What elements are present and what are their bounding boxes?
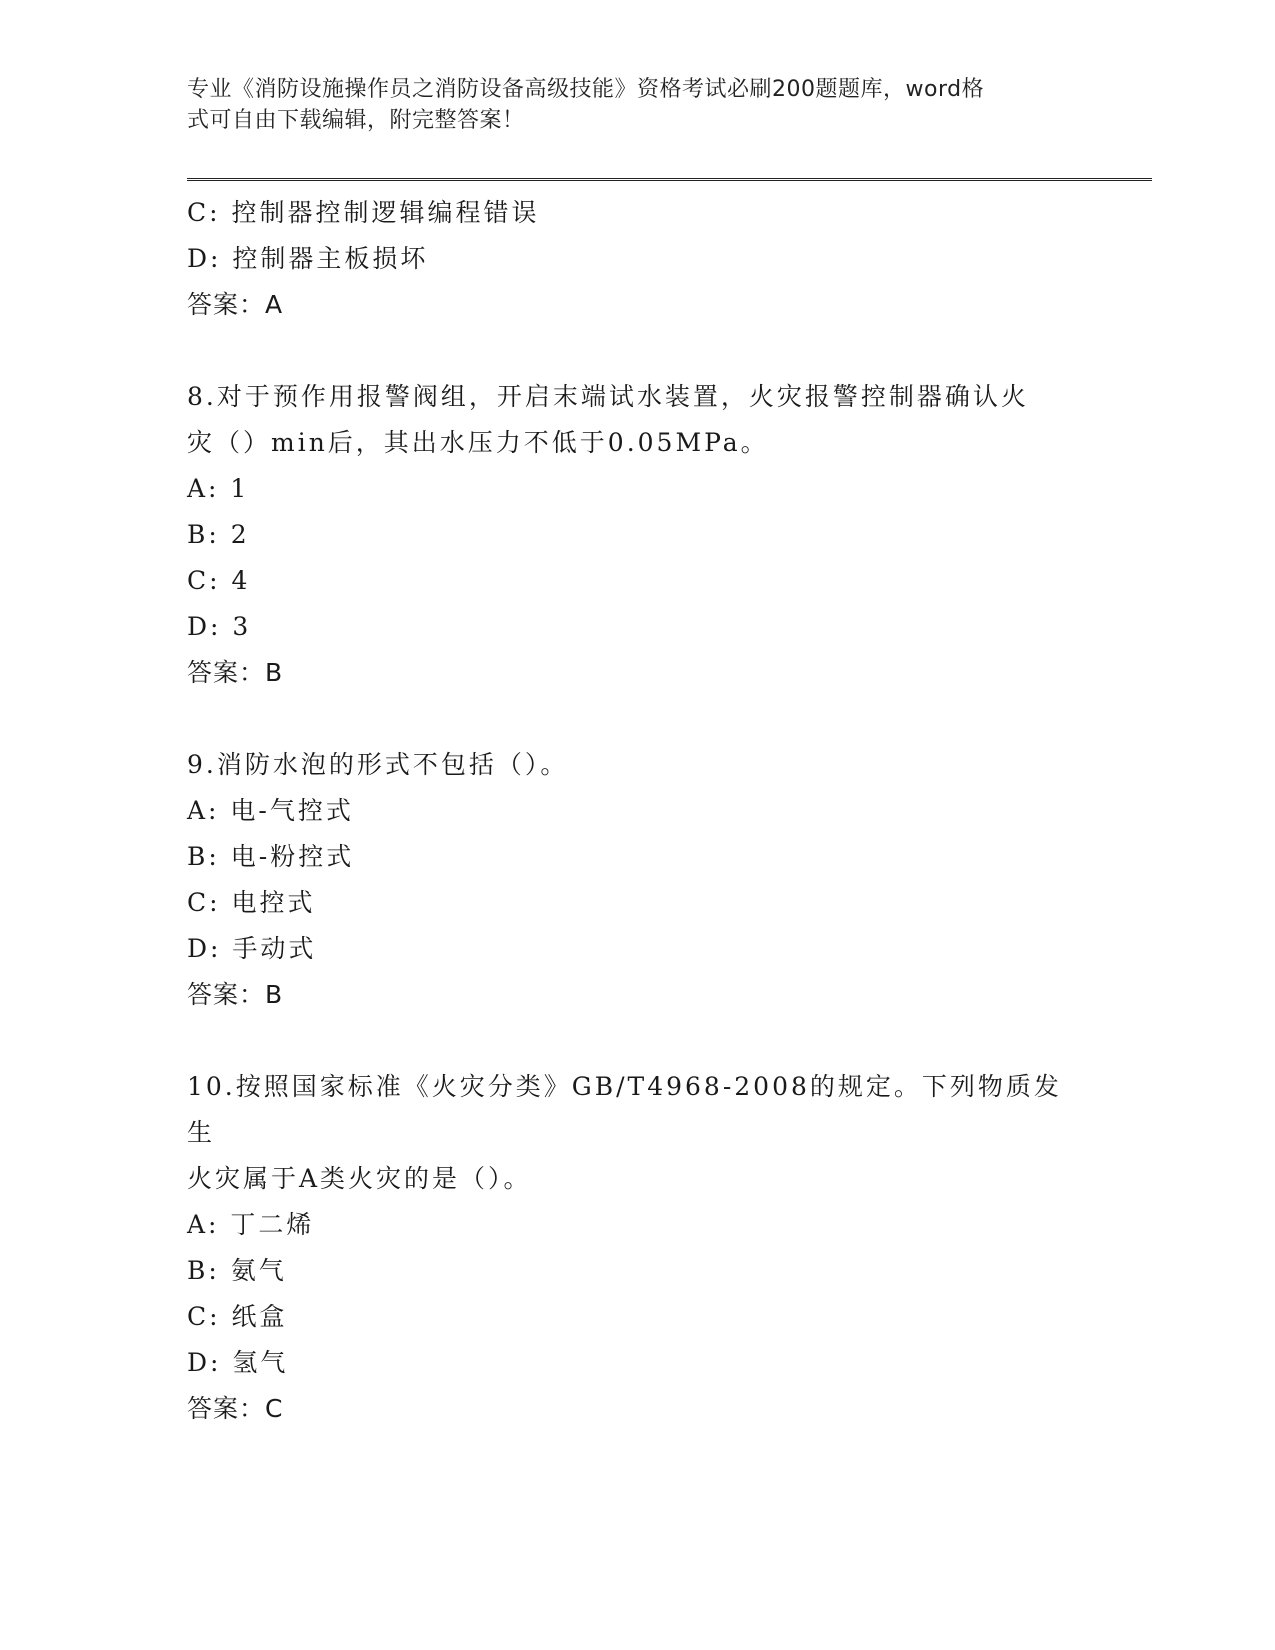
option-d: D: 氢气 (187, 1348, 289, 1377)
option-c: C: 控制器控制逻辑编程错误 (187, 198, 540, 227)
question-stem: 10.按照国家标准《火灾分类》GB/T4968-2008的规定。下列物质发生 (187, 1072, 1062, 1147)
page-header (187, 74, 1067, 136)
option-d: D: 3 (187, 612, 252, 641)
answer: 答案：B (187, 658, 284, 687)
option-c: C: 4 (187, 566, 251, 595)
header-line-2: 式可自由下载编辑，附完整答案！ (187, 108, 525, 133)
header-divider (187, 178, 1152, 181)
question-stem: 火灾属于A类火灾的是（）。 (187, 1164, 532, 1193)
option-a: A: 1 (187, 474, 250, 503)
option-a: A: 电-气控式 (187, 796, 354, 825)
question-stem: 8.对于预作用报警阀组，开启末端试水装置，火灾报警控制器确认火 (187, 382, 1029, 411)
option-b: B: 氨气 (187, 1256, 287, 1285)
option-c: C: 纸盒 (187, 1302, 288, 1331)
option-d: D: 手动式 (187, 934, 317, 963)
option-d: D: 控制器主板损坏 (187, 244, 429, 273)
option-a: A: 丁二烯 (187, 1210, 315, 1239)
answer: 答案：C (187, 1394, 284, 1423)
answer: 答案：A (187, 290, 284, 319)
option-b: B: 电-粉控式 (187, 842, 355, 871)
answer: 答案：B (187, 980, 284, 1009)
option-b: B: 2 (187, 520, 250, 549)
question-stem: 9.消防水泡的形式不包括（）。 (187, 750, 569, 779)
option-c: C: 电控式 (187, 888, 316, 917)
question-content (187, 190, 1067, 1432)
header-line-1: 专业《消防设施操作员之消防设备高级技能》资格考试必刷200题题库，word格 (187, 77, 985, 102)
question-stem: 灾（）min后，其出水压力不低于0.05MPa。 (187, 428, 769, 457)
